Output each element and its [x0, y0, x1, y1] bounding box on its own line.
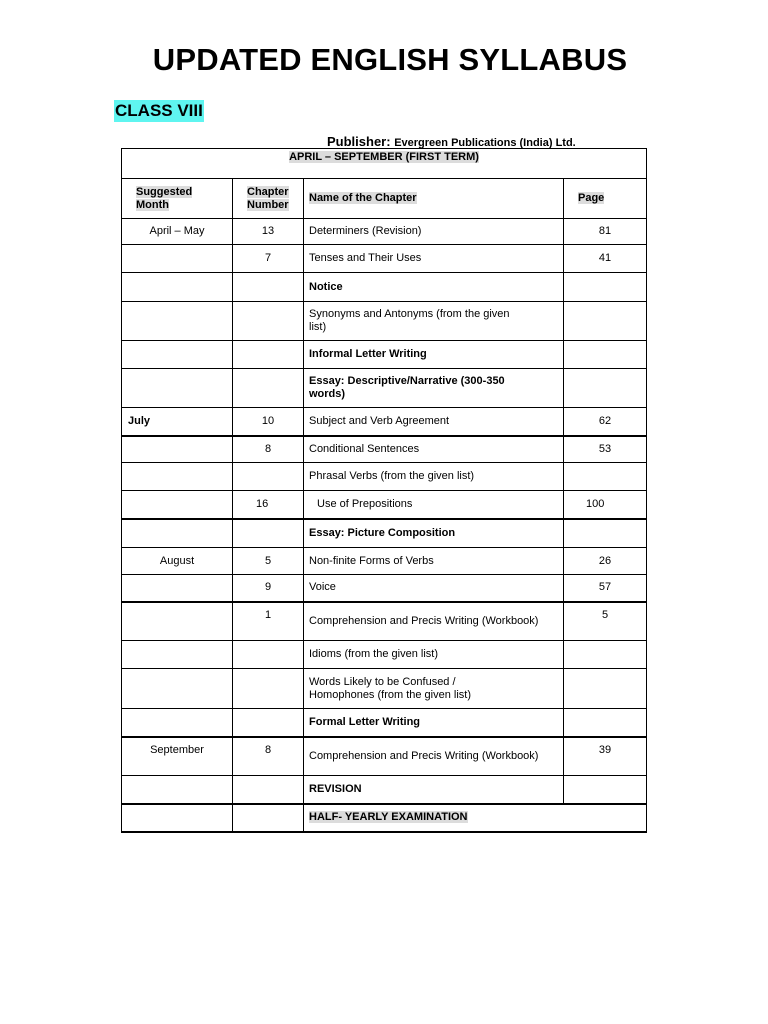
page-cell	[564, 776, 647, 804]
chapter-name-cell: Non-finite Forms of Verbs	[304, 548, 564, 575]
chapter-cell: 16	[233, 491, 304, 519]
table-row	[122, 709, 647, 737]
term-heading-row	[122, 149, 647, 179]
chapter-cell: 5	[233, 548, 304, 575]
table-row	[122, 245, 647, 273]
table-row	[122, 519, 647, 548]
table-row	[122, 219, 647, 245]
chapter-name-cell: Essay: Picture Composition	[304, 519, 564, 548]
page-cell: 81	[564, 219, 647, 245]
chapter-name-cell: Phrasal Verbs (from the given list)	[304, 463, 564, 491]
chapter-cell: 10	[233, 408, 304, 436]
term-heading-cell	[122, 149, 647, 179]
month-cell	[122, 369, 233, 408]
chapter-name-cell: Idioms (from the given list)	[304, 641, 564, 669]
page-cell: 39	[564, 737, 647, 776]
table-row	[122, 341, 647, 369]
page-cell	[564, 463, 647, 491]
page-cell: 53	[564, 436, 647, 463]
chapter-name-cell: REVISION	[304, 776, 564, 804]
header-page-cell	[564, 179, 647, 219]
page-cell	[564, 641, 647, 669]
page-cell: 26	[564, 548, 647, 575]
month-cell	[122, 602, 233, 641]
table-row	[122, 273, 647, 302]
chapter-cell: 9	[233, 575, 304, 602]
chapter-name-cell: Notice	[304, 273, 564, 302]
month-cell	[122, 273, 233, 302]
month-cell	[122, 641, 233, 669]
header-page: Page	[578, 192, 605, 204]
chapter-name-cell: Synonyms and Antonyms (from the given list)	[304, 302, 564, 341]
chapter-name-cell: Conditional Sentences	[304, 436, 564, 463]
table-row	[122, 548, 647, 575]
month-cell	[122, 519, 233, 548]
table-row	[122, 602, 647, 641]
chapter-cell: 8	[233, 737, 304, 776]
chapter-cell	[233, 302, 304, 341]
page-cell: 57	[564, 575, 647, 602]
page-cell	[564, 669, 647, 709]
page-cell	[564, 709, 647, 737]
header-month: Suggested Month	[136, 185, 193, 211]
page-cell	[564, 341, 647, 369]
chapter-cell	[233, 804, 304, 832]
month-cell	[122, 491, 233, 519]
month-cell	[122, 804, 233, 832]
chapter-name-cell: Formal Letter Writing	[304, 709, 564, 737]
table-row	[122, 575, 647, 602]
table-row	[122, 669, 647, 709]
publisher-label: Publisher:	[327, 134, 391, 149]
chapter-cell	[233, 709, 304, 737]
table-row	[122, 641, 647, 669]
chapter-name-cell: Subject and Verb Agreement	[304, 408, 564, 436]
chapter-cell: 13	[233, 219, 304, 245]
page-cell	[564, 302, 647, 341]
chapter-cell	[233, 369, 304, 408]
chapter-name-cell: Voice	[304, 575, 564, 602]
chapter-cell	[233, 273, 304, 302]
chapter-name-cell: Comprehension and Precis Writing (Workbook)	[304, 737, 564, 776]
month-cell	[122, 709, 233, 737]
header-name: Name of the Chapter	[309, 192, 417, 204]
chapter-name-cell: Words Likely to be Confused / Homophones (from the given list)	[304, 669, 564, 709]
month-cell: July	[122, 408, 233, 436]
table-row	[122, 463, 647, 491]
month-cell	[122, 302, 233, 341]
chapter-cell	[233, 341, 304, 369]
month-cell	[122, 245, 233, 273]
chapter-name-cell: Informal Letter Writing	[304, 341, 564, 369]
page-cell	[564, 369, 647, 408]
chapter-cell	[233, 463, 304, 491]
chapter-name-cell: Essay: Descriptive/Narrative (300-350 words)	[304, 369, 564, 408]
chapter-name-cell	[304, 804, 647, 832]
table-row	[122, 436, 647, 463]
table-row	[122, 491, 647, 519]
chapter-cell: 1	[233, 602, 304, 641]
page-cell: 5	[564, 602, 647, 641]
header-name-cell	[304, 179, 564, 219]
month-cell	[122, 341, 233, 369]
chapter-cell	[233, 519, 304, 548]
chapter-cell	[233, 641, 304, 669]
page-cell: 41	[564, 245, 647, 273]
page-cell: 62	[564, 408, 647, 436]
term-heading: APRIL – SEPTEMBER (FIRST TERM)	[289, 151, 479, 163]
header-chapter-cell	[233, 179, 304, 219]
month-cell	[122, 669, 233, 709]
document-title: UPDATED ENGLISH SYLLABUS	[152, 42, 628, 77]
chapter-cell: 7	[233, 245, 304, 273]
chapter-name-cell: Determiners (Revision)	[304, 219, 564, 245]
month-cell	[122, 575, 233, 602]
month-cell	[122, 463, 233, 491]
table-row	[122, 369, 647, 408]
chapter-cell: 8	[233, 436, 304, 463]
chapter-cell	[233, 669, 304, 709]
chapter-name-cell: Comprehension and Precis Writing (Workbook)	[304, 602, 564, 641]
exam-label: HALF- YEARLY EXAMINATION	[309, 811, 468, 823]
column-header-row	[122, 179, 647, 219]
table-row	[122, 302, 647, 341]
header-chapter: Chapter Number	[247, 185, 289, 211]
publisher-name: Evergreen Publications (India) Ltd.	[394, 137, 576, 149]
chapter-name-cell: Tenses and Their Uses	[304, 245, 564, 273]
month-cell: August	[122, 548, 233, 575]
table-row	[122, 776, 647, 804]
month-cell	[122, 436, 233, 463]
month-cell: April – May	[122, 219, 233, 245]
table-row	[122, 737, 647, 776]
table-row	[122, 408, 647, 436]
chapter-name-cell: Use of Prepositions	[304, 491, 564, 519]
month-cell	[122, 776, 233, 804]
month-cell: September	[122, 737, 233, 776]
page-cell: 100	[564, 491, 647, 519]
page-cell	[564, 273, 647, 302]
chapter-cell	[233, 776, 304, 804]
publisher-line	[327, 134, 576, 149]
table-row	[122, 804, 647, 832]
page-cell	[564, 519, 647, 548]
syllabus-table	[121, 148, 647, 833]
class-label: CLASS VIII	[115, 101, 203, 120]
header-month-cell	[122, 179, 233, 219]
